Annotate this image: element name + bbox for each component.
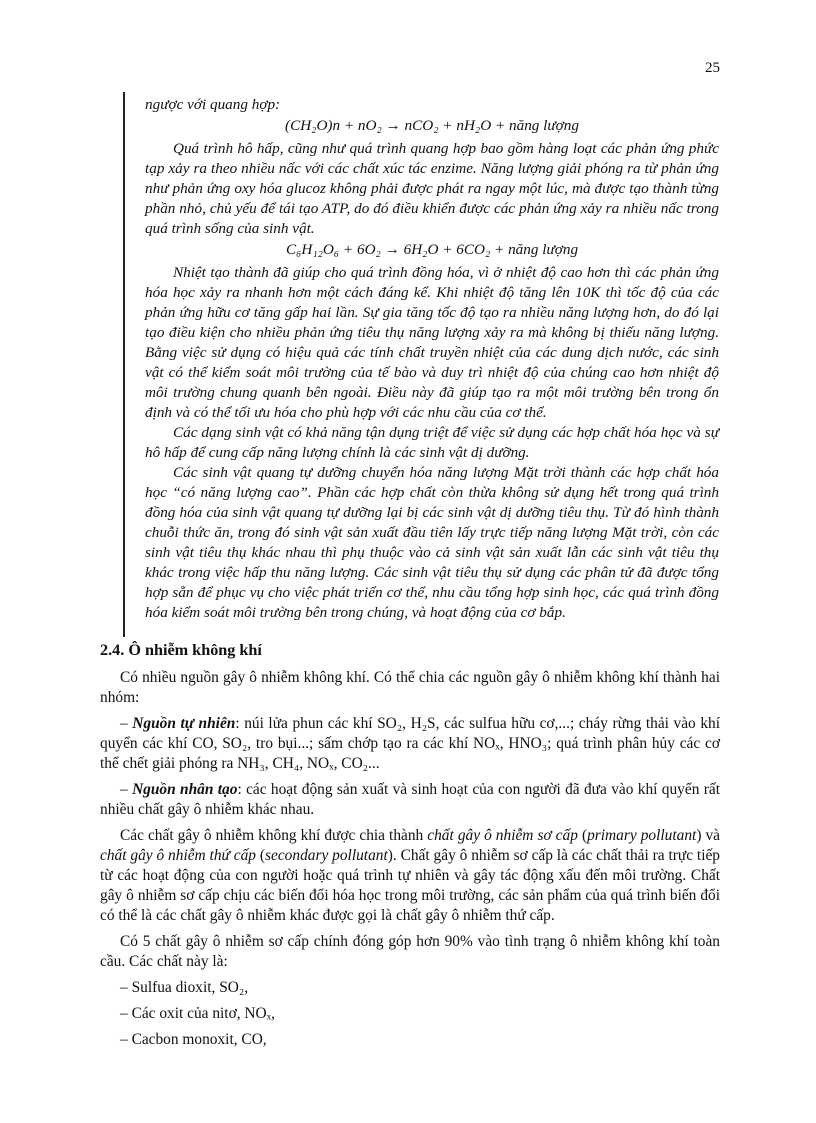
- list-item-text: Các oxit của nitơ, NOₓ,: [131, 1005, 275, 1022]
- classify-text-d: (: [256, 847, 266, 864]
- list-item-text: Cacbon monoxit, CO,: [131, 1031, 267, 1048]
- classify-text-c: ) và: [696, 827, 720, 844]
- secondary-term-en: secondary pollutant: [265, 847, 388, 864]
- five-pollutants-paragraph: Có 5 chất gây ô nhiễm sơ cấp chính đóng góp hơn 90% vào tình trạng ô nhiễm không khí toàn cầu. Các chất này là:: [100, 933, 720, 970]
- dash: –: [120, 715, 128, 732]
- secondary-term: chất gây ô nhiễm thứ cấp: [100, 847, 257, 864]
- intro-paragraph: Có nhiều nguồn gây ô nhiễm không khí. Có thể chia các nguồn gây ô nhiễm không khí thành hai nhóm:: [100, 669, 720, 706]
- classification-paragraph: [100, 826, 720, 926]
- dash: –: [120, 979, 128, 996]
- box-paragraph-5: Các sinh vật quang tự dưỡng chuyển hóa năng lượng Mặt trời thành các hợp chất hóa học “có năng lượng cao”. Phần các hợp chất còn thừa không sử dụng hết trong quá trình đồng hóa của sinh vật quang tự dưỡng lại bị các sinh vật dị dưỡng tiêu thụ. Từ đó hình thành chuỗi thức ăn, trong đó sinh vật sản xuất đầu tiên lấy trực tiếp năng lượng Mặt trời, còn các sinh vật tiêu thụ khác nhau thì phụ thuộc vào cả sinh vật sản xuất lẫn các sinh vật tiêu thụ khác trong việc hấp thu năng lượng. Các sinh vật tiêu thụ sử dụng các phân tử đã được tổng hợp sẵn để phục vụ cho việc phát triển cơ thể, nhu cầu tổng hợp sinh học, các quá trình đồng hóa kiểm soát môi trường bên trong chúng, và hoạt động của cơ bắp.: [145, 464, 719, 621]
- natural-source-text: : núi lửa phun các khí SO₂, H₂S, các sulfua hữu cơ,...; cháy rừng thải vào khí quyển các khí CO, SO₂, tro bụi...; sấm chớp tạo ra các khí NOₓ, HNO₃; quá trình phân hủy các cơ thể chết giải phóng ra NH₃, CH₄, NOₓ, CO₂...: [100, 715, 720, 772]
- dash: –: [120, 781, 128, 798]
- list-item-text: Sulfua dioxit, SO₂,: [131, 979, 249, 996]
- natural-source-label: Nguồn tự nhiên: [132, 715, 236, 732]
- list-item: [100, 1004, 720, 1024]
- list-item: [100, 978, 720, 998]
- classify-text-b: (: [577, 827, 588, 844]
- section-heading: 2.4. Ô nhiễm không khí: [100, 641, 262, 659]
- classify-text-a: Các chất gây ô nhiễm không khí được chia thành: [120, 827, 428, 844]
- artificial-source-item: [100, 780, 720, 820]
- artificial-source-label: Nguồn nhân tạo: [132, 781, 238, 798]
- equation-glucose-oxidation: C₆H₁₂O₆ + 6O₂ → 6H₂O + 6CO₂ + năng lượng: [285, 241, 579, 258]
- dash: –: [120, 1031, 128, 1048]
- natural-source-item: [100, 714, 720, 774]
- box-paragraph-4: Các dạng sinh vật có khả năng tận dụng triệt để việc sử dụng các hợp chất hóa học và sự hô hấp để cung cấp năng lượng chính là các sinh vật dị dưỡng.: [145, 424, 719, 461]
- artificial-source-text: : các hoạt động sản xuất và sinh hoạt của con người đã đưa vào khí quyển rất nhiều chất gây ô nhiễm khác nhau.: [100, 781, 720, 818]
- equation-respiration-general: (CH₂O)n + nO₂ → nCO₂ + nH₂O + năng lượng: [285, 117, 579, 134]
- box-paragraph-3: Nhiệt tạo thành đã giúp cho quá trình đồng hóa, vì ở nhiệt độ cao hơn thì các phản ứng hóa học xảy ra nhanh hơn một cách đáng kể. Khi nhiệt độ tăng lên 10K thì tốc độ của các phản ứng hữu cơ tăng gấp hai lần. Sự gia tăng tốc độ tạo ra nhiều năng lượng hơn, do đó lại tạo điều kiện cho nhiều phản ứng tiêu thụ năng lượng xảy ra mà không bị thiếu năng lượng. Bằng việc sử dụng có hiệu quả các tính chất truyền nhiệt của các dung dịch nước, các sinh vật có thể kiểm soát môi trường của tế bào và duy trì nhiệt độ của chúng cao hơn nhiệt độ môi trường chung quanh bên ngoài. Điều này đã giúp tạo ra một môi trường bên trong ổn định và có thể tối ưu hóa cho phù hợp với các nhu cầu của cơ thể.: [145, 264, 719, 421]
- boxed-text: [145, 95, 719, 623]
- list-item: [100, 1030, 720, 1050]
- box-paragraph-1: ngược với quang hợp:: [145, 96, 281, 113]
- page-number: 25: [705, 60, 720, 76]
- dash: –: [120, 1005, 128, 1022]
- box-paragraph-2: Quá trình hô hấp, cũng như quá trình quang hợp bao gồm hàng loạt các phản ứng phức tạp xảy ra theo nhiều nấc với các chất xúc tác enzime. Năng lượng giải phóng ra từ phản ứng như phản ứng oxy hóa glucoz không phải được phát ra ngay một lúc, mà được tạo thành từng phần nhỏ, chủ yếu để tái tạo ATP, do đó điều khiển được các phản ứng xảy ra nhiều nấc trong quá trình sống của sinh vật.: [145, 140, 719, 237]
- classify-text-e: ). Chất gây ô nhiễm sơ cấp là các chất thải ra trực tiếp từ các hoạt động của con người hoặc quá trình tự nhiên và gây tác động xấu đến môi trường. Chất gây ô nhiễm sơ cấp chịu các biến đổi hóa học trong môi trường, các sản phẩm của quá trình biến đổi có thể là các chất gây ô nhiễm khác được gọi là chất gây ô nhiễm thứ cấp.: [100, 847, 720, 924]
- primary-term: chất gây ô nhiễm sơ cấp: [427, 827, 578, 844]
- main-body: [100, 640, 720, 1056]
- primary-term-en: primary pollutant: [587, 827, 697, 844]
